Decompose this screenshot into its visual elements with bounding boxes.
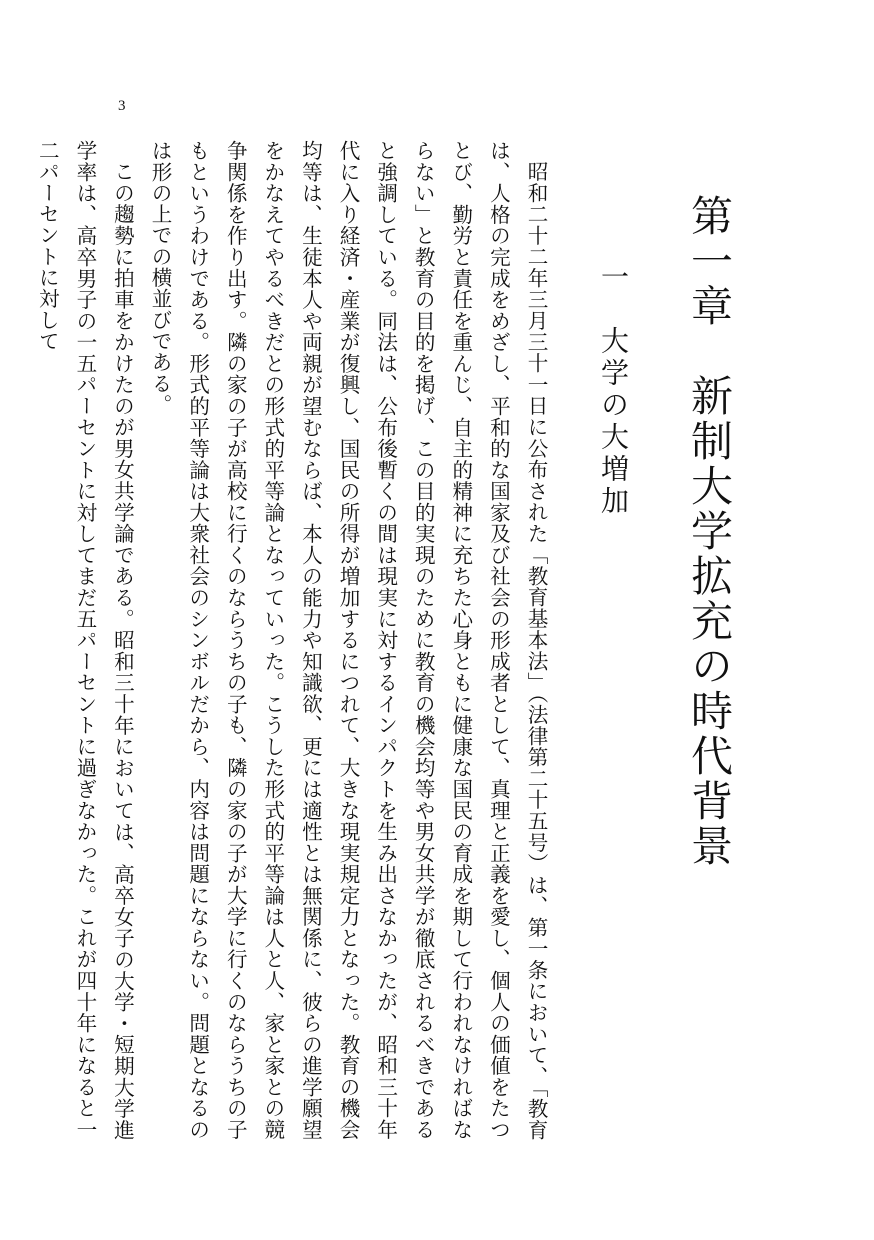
section-title: 一 大学の大増加 — [597, 262, 630, 518]
paragraph-2: この趨勢に拍車をかけたのが男女共学論である。昭和三十年においては、高卒女子の大学・短期大学進学率は、高卒男子の一五パーセントに対してまだ五パーセントに過ぎなかった。これが四十年になると一二パーセントに対して — [35, 140, 135, 1140]
body-text — [35, 140, 554, 1140]
paragraph-1: 昭和二十二年三月三十一日に公布された「教育基本法」（法律第二十五号）は、第一条において、「教育は、人格の完成をめざし、平和的な国家及び社会の形成者として、真理と正義を愛し、個人の価値をたつとび、勤労と責任を重んじ、自主的精神に充ちた心身ともに健康な国民の育成を期して行われなければならない」と教育の目的を掲げ、この目的実現のために教育の機会均等や男女共学が徹底されるべきであると強調している。同法は、公布後暫くの間は現実に対するインパクトを生み出さなかったが、昭和三十年代に入り経済・産業が復興し、国民の所得が増加するにつれて、大きな現実規定力となった。教育の機会均等は、生徒本人や両親が望むならば、本人の能力や知識欲、更には適性とは無関係に、彼らの進学願望をかなえてやるべきだとの形式的平等論となっていった。こうした形式的平等論は人と人、家と家との競争関係を作り出す。隣の家の子が高校に行くのならうちの子も、隣の家の子が大学に行くのならうちの子もというわけである。形式的平等論は大衆社会のシンボルだから、内容は問題にならない。問題となるのは形の上での横並びである。 — [148, 140, 548, 1140]
page-number: 3 — [118, 98, 126, 114]
chapter-title: 第一章 新制大学拡充の時代背景 — [685, 194, 734, 869]
